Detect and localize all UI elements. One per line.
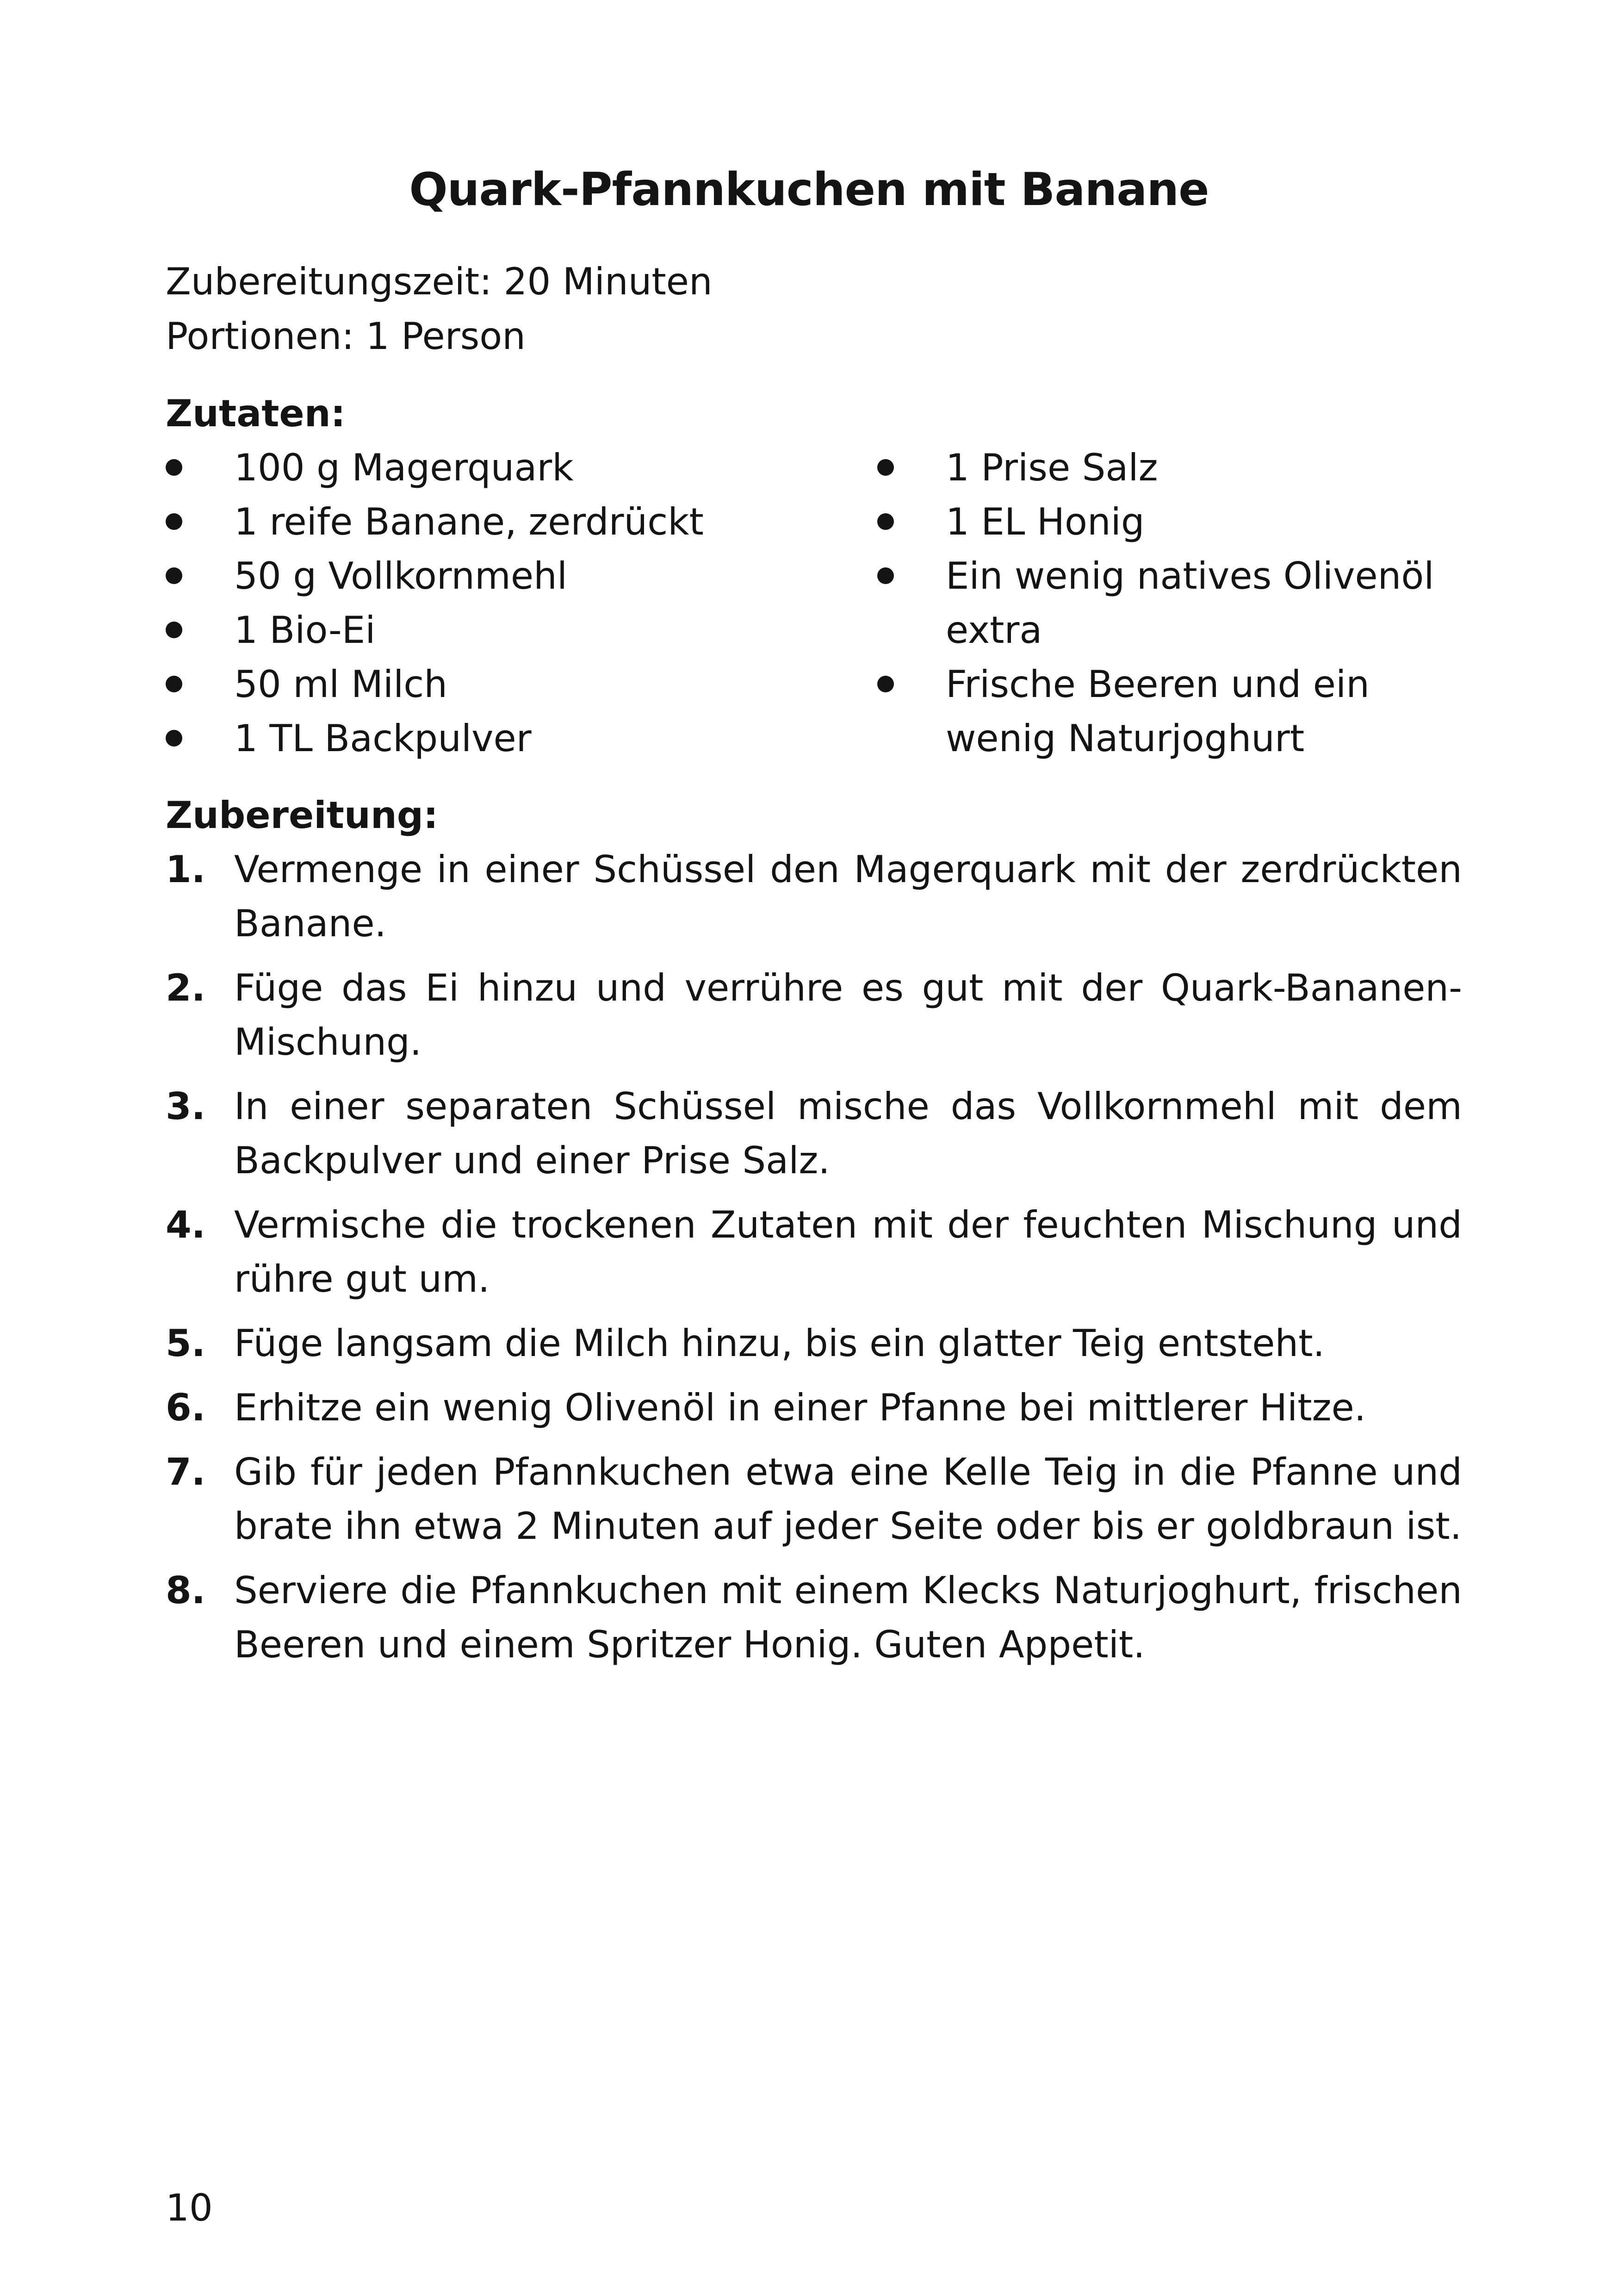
step-text: Serviere die Pfannkuchen mit einem Klecks Naturjoghurt, frischen Beeren und einem Spritzer Honig. Guten Appetit. — [234, 1569, 1462, 1666]
ingredient-text: 50 g Vollkornmehl — [234, 554, 568, 597]
ingredients-heading: Zutaten: — [166, 392, 346, 435]
ingredients-list-left — [166, 441, 813, 765]
ingredient-text: 1 Prise Salz — [946, 446, 1158, 489]
step-text: Füge langsam die Milch hinzu, bis ein glatter Teig entsteht. — [234, 1322, 1325, 1365]
steps-list — [166, 842, 1462, 1682]
step-number: 4. — [166, 1203, 206, 1246]
ingredient-text: 1 TL Backpulver — [234, 717, 532, 760]
ingredient-text: 1 reife Banane, zerdrückt — [234, 500, 704, 543]
bullet-icon — [877, 567, 894, 584]
bullet-icon — [166, 730, 182, 747]
ingredient-item — [166, 495, 813, 549]
step-text: Vermenge in einer Schüssel den Magerquark mit der zerdrückten Banane. — [234, 848, 1462, 945]
step-item — [166, 1445, 1462, 1553]
ingredient-item — [166, 441, 813, 495]
bullet-icon — [877, 459, 894, 476]
ingredient-item — [166, 603, 813, 657]
servings: Portionen: 1 Person — [166, 315, 526, 358]
ingredient-text: Ein wenig natives Olivenöl extra — [946, 554, 1434, 652]
step-item — [166, 1079, 1462, 1188]
recipe-meta — [166, 255, 713, 364]
bullet-icon — [166, 513, 182, 530]
ingredient-item — [877, 549, 1479, 657]
step-text: In einer separaten Schüssel mische das Vollkornmehl mit dem Backpulver und einer Prise Salz. — [234, 1085, 1462, 1182]
step-item — [166, 1563, 1462, 1672]
ingredient-item — [166, 549, 813, 603]
step-text: Füge das Ei hinzu und verrühre es gut mit der Quark-Bananen-Mischung. — [234, 966, 1462, 1064]
step-item — [166, 1198, 1462, 1306]
bullet-icon — [166, 459, 182, 476]
step-item — [166, 961, 1462, 1069]
step-item — [166, 1381, 1462, 1435]
ingredient-text: 1 Bio-Ei — [234, 609, 376, 652]
ingredient-text: 50 ml Milch — [234, 663, 447, 706]
step-item — [166, 842, 1462, 951]
bullet-icon — [166, 676, 182, 692]
ingredient-item — [166, 711, 813, 765]
ingredient-item — [877, 657, 1479, 765]
step-item — [166, 1316, 1462, 1370]
bullet-icon — [166, 567, 182, 584]
ingredient-item — [877, 441, 1479, 495]
step-number: 8. — [166, 1569, 206, 1612]
ingredient-text: 1 EL Honig — [946, 500, 1145, 543]
step-number: 2. — [166, 966, 206, 1009]
ingredient-text: Frische Beeren und ein wenig Naturjoghurt — [946, 663, 1370, 760]
recipe-title: Quark-Pfannkuchen mit Banane — [409, 163, 1209, 216]
step-number: 1. — [166, 848, 206, 891]
step-number: 3. — [166, 1085, 206, 1128]
step-text: Erhitze ein wenig Olivenöl in einer Pfanne bei mittlerer Hitze. — [234, 1386, 1366, 1429]
step-text: Vermische die trockenen Zutaten mit der feuchten Mischung und rühre gut um. — [234, 1203, 1462, 1300]
bullet-icon — [166, 622, 182, 638]
bullet-icon — [877, 676, 894, 692]
bullet-icon — [877, 513, 894, 530]
ingredients-list-right — [877, 441, 1479, 765]
steps-heading: Zubereitung: — [166, 794, 439, 837]
ingredient-item — [166, 657, 813, 711]
prep-time: Zubereitungszeit: 20 Minuten — [166, 260, 713, 303]
step-number: 7. — [166, 1450, 206, 1493]
step-number: 5. — [166, 1322, 206, 1365]
page-number: 10 — [166, 2186, 213, 2229]
step-text: Gib für jeden Pfannkuchen etwa eine Kelle Teig in die Pfanne und brate ihn etwa 2 Minuten auf jeder Seite oder bis er goldbraun ist. — [234, 1450, 1462, 1548]
ingredient-item — [877, 495, 1479, 549]
ingredient-text: 100 g Magerquark — [234, 446, 574, 489]
step-number: 6. — [166, 1386, 206, 1429]
